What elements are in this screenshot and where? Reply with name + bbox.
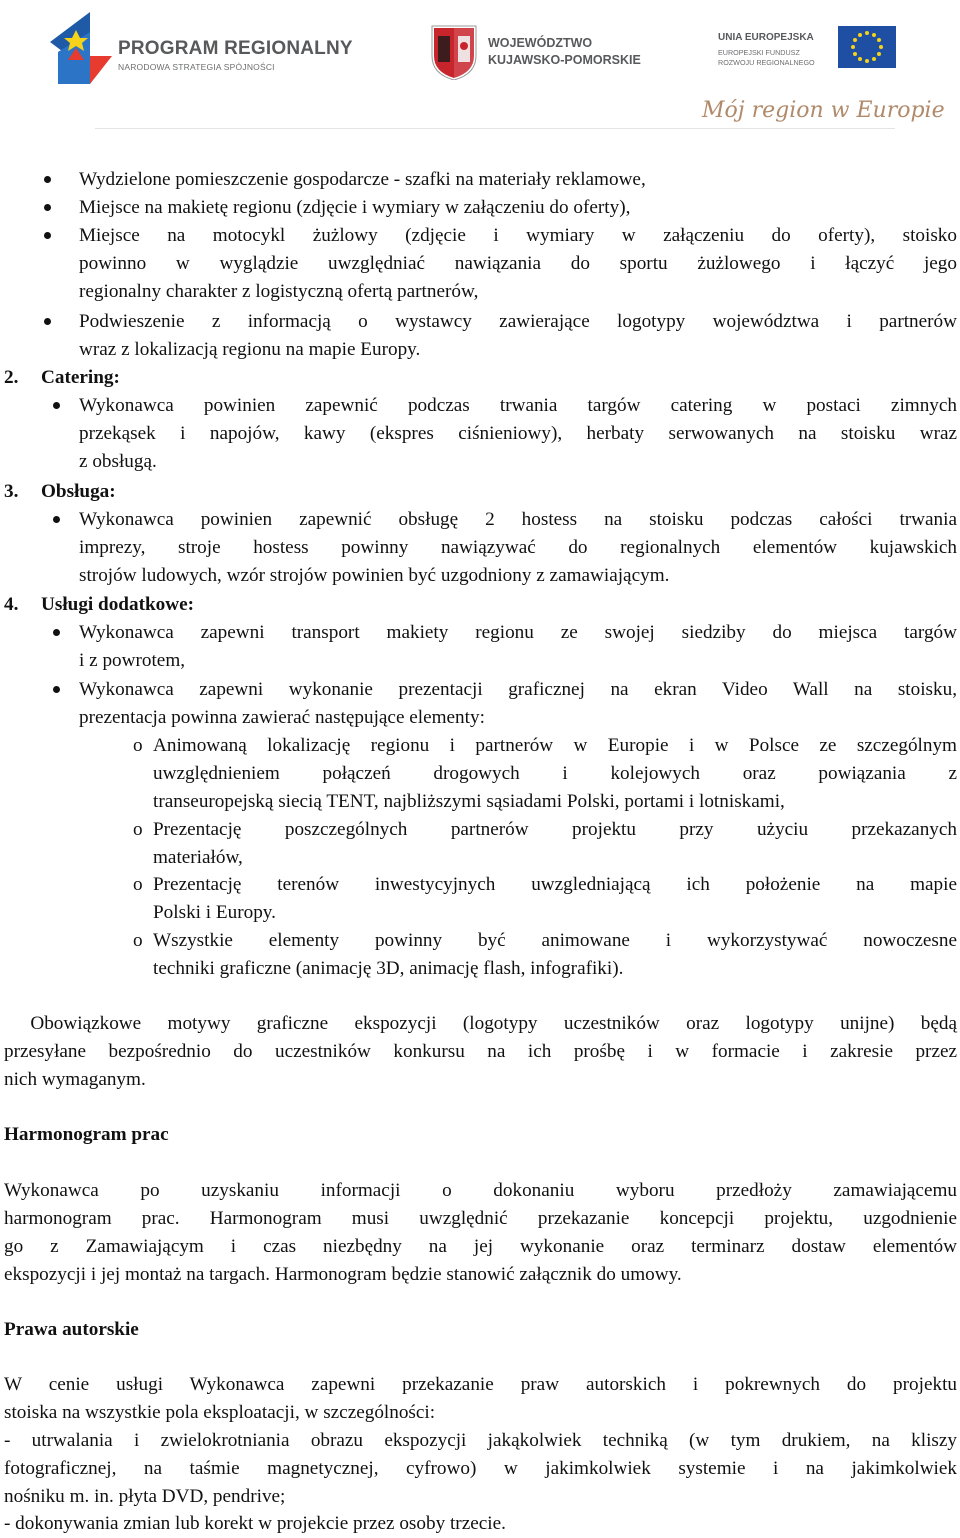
paragraph-line: nich wymaganym.: [4, 1069, 146, 1090]
bullet-item: Miejsce na makietę regionu (zdjęcie i wymiary w załączeniu do oferty),: [79, 197, 631, 218]
coat-of-arms-icon: [430, 22, 478, 80]
bullet-item-line: prezentacja powinna zawierać następujące elementy:: [79, 707, 485, 728]
sub-item-line: Prezentację poszczególnych partnerów projektu przy użyciu przekazanych: [153, 819, 957, 840]
sub-item-line: uwzględnieniem połączeń drogowych i kolejowych oraz powiązania z: [153, 763, 957, 784]
sub-item-line: Prezentację terenów inwestycyjnych uwzgledniającą ich położenie na mapie: [153, 874, 957, 895]
paragraph-line: nośniku m. in. płyta DVD, pendrive;: [4, 1486, 286, 1507]
section-number: 2.: [4, 367, 19, 388]
bullet-icon: [53, 629, 60, 636]
bullet-item-line: Wykonawca powinien zapewnić obsługę 2 hostess na stoisku podczas całości trwania: [79, 509, 957, 530]
sub-item-line: techniki graficzne (animację 3D, animację flash, infografiki).: [153, 958, 624, 979]
bullet-icon: [53, 402, 60, 409]
paragraph-line: Obowiązkowe motywy graficzne ekspozycji (logotypy uczestników oraz logotypy unijne) będą: [4, 1013, 957, 1034]
eu-line-1: UNIA EUROPEJSKA: [718, 32, 814, 43]
bullet-item-line: Wykonawca powinien zapewnić podczas trwania targów catering w postaci zimnych: [79, 395, 957, 416]
bullet-item-line: z obsługą.: [79, 451, 157, 472]
sub-item-line: Animowaną lokalizację regionu i partnerów w Europie i w Polsce ze szczególnym: [153, 735, 957, 756]
paragraph-line: W cenie usługi Wykonawca zapewni przekazanie praw autorskich i pokrewnych do projektu: [4, 1374, 957, 1395]
eu-logo: [718, 26, 898, 86]
eu-flag-icon: [838, 26, 896, 68]
program-title: PROGRAM REGIONALNY: [118, 38, 353, 59]
paragraph-line: go z Zamawiającym i czas niezbędny na jej wykonanie oraz terminarz dostaw elementów: [4, 1236, 957, 1257]
bullet-item-line: Miejsce na motocykl żużlowy (zdjęcie i wymiary w załączeniu do oferty), stoisko: [79, 225, 957, 246]
region-line-1: WOJEWÓDZTWO: [488, 36, 593, 50]
paragraph-line: harmonogram prac. Harmonogram musi uwzględnić przekazanie koncepcji projektu, uzgodnienie: [4, 1208, 957, 1229]
bullet-item-line: i z powrotem,: [79, 650, 186, 671]
section-heading: Harmonogram prac: [4, 1124, 169, 1145]
bullet-icon: [44, 318, 51, 325]
sub-item-line: transeuropejską siecią TENT, najbliższymi sąsiadami Polski, portami i lotniskami,: [153, 791, 785, 812]
header-divider: [95, 128, 895, 129]
paragraph-line: - utrwalania i zwielokrotniania obrazu ekspozycji jakąkolwiek techniką (w tym drukiem, na kliszy: [4, 1430, 957, 1451]
bullet-item-line: regionalny charakter z logistyczną ofertą partnerów,: [79, 281, 479, 302]
sub-bullet-marker: o: [133, 735, 143, 756]
section-number: 3.: [4, 481, 19, 502]
sub-item-line: Polski i Europy.: [153, 902, 276, 923]
sub-bullet-marker: o: [133, 930, 143, 951]
paragraph-line: Wykonawca po uzyskaniu informacji o dokonaniu wyboru przedłoży zamawiającemu: [4, 1180, 957, 1201]
bullet-item-line: powinno w wyglądzie uwzględniać nawiązania do sportu żużlowego i łączyć jego: [79, 253, 957, 274]
bullet-icon: [53, 686, 60, 693]
bullet-item-line: strojów ludowych, wzór strojów powinien być uzgodniony z zamawiającym.: [79, 565, 670, 586]
slogan: Mój region w Europie: [702, 98, 945, 123]
bullet-icon: [44, 232, 51, 239]
bullet-item-line: wraz z lokalizacją regionu na mapie Europy.: [79, 339, 421, 360]
section-title: Catering:: [41, 367, 120, 388]
program-regionalny-logo: [50, 12, 353, 87]
eu-line-3: ROZWOJU REGIONALNEGO: [718, 58, 815, 67]
paragraph-line: - dokonywania zmian lub korekt w projekcie przez osoby trzecie.: [4, 1513, 506, 1534]
sub-item-line: Wszystkie elementy powinny być animowane i wykorzystywać nowoczesne: [153, 930, 957, 951]
bullet-icon: [44, 204, 51, 211]
paragraph-line: fotograficznej, na taśmie magnetycznej, cyfrowo) w jakimkolwiek systemie i na jakimkolwiek: [4, 1458, 957, 1479]
sub-item-line: materiałów,: [153, 847, 243, 868]
section-heading: Prawa autorskie: [4, 1319, 139, 1340]
bullet-icon: [53, 516, 60, 523]
paragraph-line: ekspozycji i jej montaż na targach. Harmonogram będzie stanowić załącznik do umowy.: [4, 1264, 682, 1285]
document-header: [0, 0, 960, 150]
section-title: Obsługa:: [41, 481, 116, 502]
section-title: Usługi dodatkowe:: [41, 594, 194, 615]
program-subtitle: NARODOWA STRATEGIA SPÓJNOŚCI: [118, 62, 275, 72]
wojewodztwo-logo: [430, 22, 670, 82]
bullet-item-line: przekąsek i napojów, kawy (ekspres ciśnieniowy), herbaty serwowanych na stoisku wraz: [79, 423, 957, 444]
paragraph-line: przesyłane bezpośrednio do uczestników konkursu na ich prośbę i w formacie i zakresie przez: [4, 1041, 957, 1062]
bullet-item-line: Wykonawca zapewni transport makiety regionu ze swojej siedziby do miejsca targów: [79, 622, 957, 643]
bullet-icon: [44, 176, 51, 183]
sub-bullet-marker: o: [133, 874, 143, 895]
paragraph-line: stoiska na wszystkie pola eksploatacji, w szczególności:: [4, 1402, 436, 1423]
sub-bullet-marker: o: [133, 819, 143, 840]
eu-line-2: EUROPEJSKI FUNDUSZ: [718, 48, 800, 57]
bullet-item-line: Podwieszenie z informacją o wystawcy zawierające logotypy województwa i partnerów: [79, 311, 957, 332]
program-regionalny-emblem-icon: [50, 12, 112, 84]
section-number: 4.: [4, 594, 19, 615]
bullet-item-line: Wykonawca zapewni wykonanie prezentacji graficznej na ekran Video Wall na stoisku,: [79, 679, 957, 700]
region-line-2: KUJAWSKO-POMORSKIE: [488, 53, 641, 67]
bullet-item-line: imprezy, stroje hostess powinny nawiązywać do regionalnych elementów kujawskich: [79, 537, 957, 558]
bullet-item: Wydzielone pomieszczenie gospodarcze - szafki na materiały reklamowe,: [79, 169, 646, 190]
